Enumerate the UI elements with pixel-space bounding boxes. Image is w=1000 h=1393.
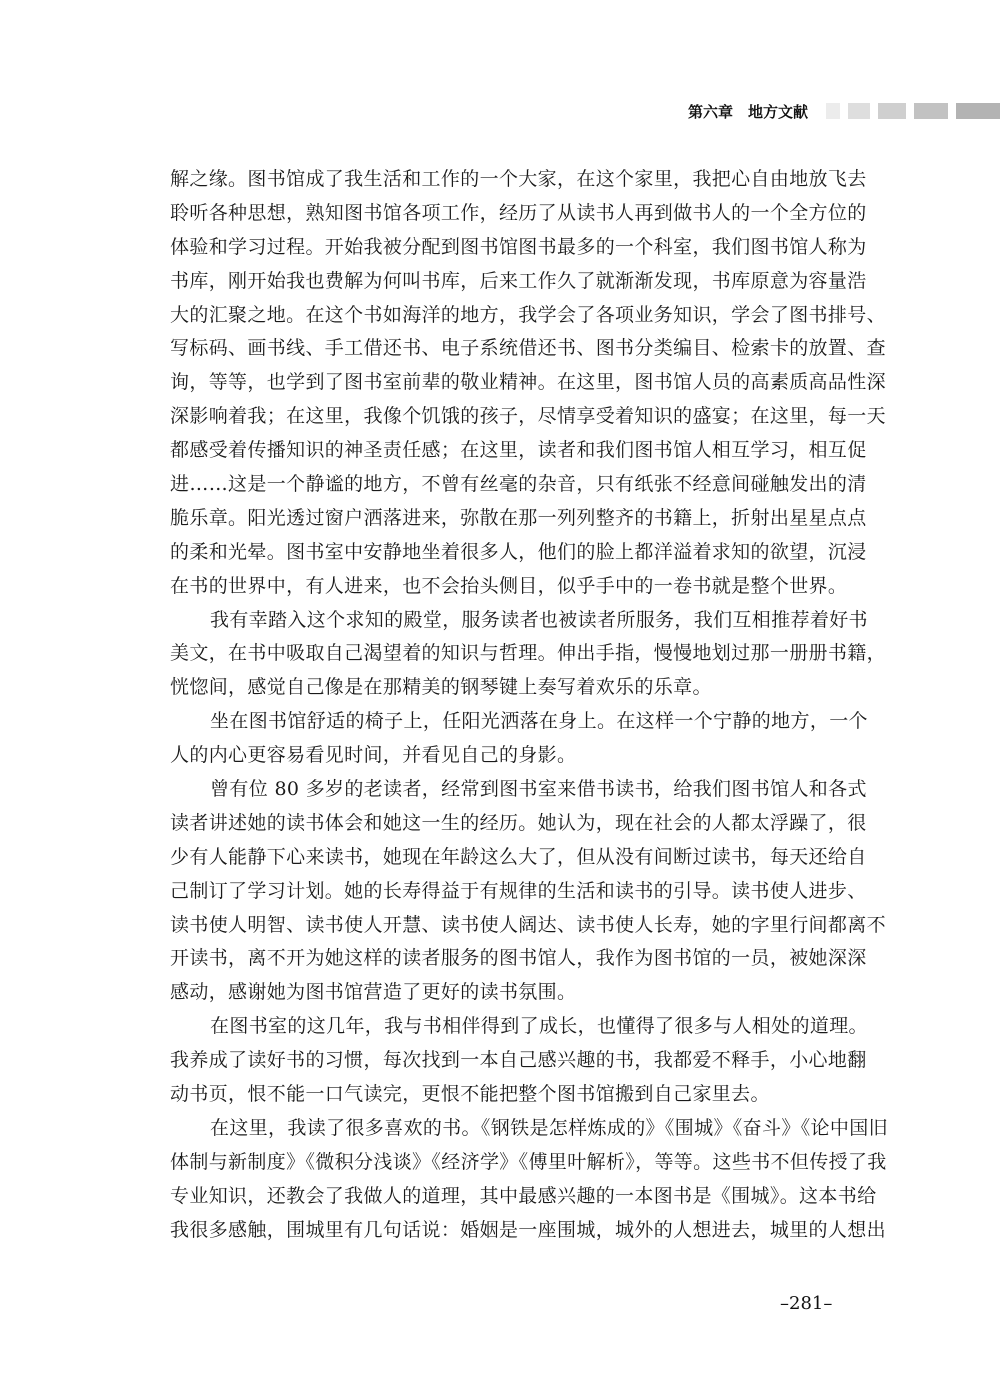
header-bar <box>878 103 906 119</box>
header-bar <box>848 103 870 119</box>
header-decoration-bars <box>818 103 1000 119</box>
text-line: 专业知识，还教会了我做人的道理，其中最感兴趣的一本图书是《围城》。这本书给 <box>170 1184 877 1207</box>
text-line: 询，等等，也学到了图书室前辈的敬业精神。在这里，图书馆人员的高素质高品性深 <box>170 371 886 394</box>
text-line: 写标码、画书线、手工借还书、电子系统借还书、图书分类编目、检索卡的放置、查 <box>170 337 886 360</box>
page-number: –281– <box>780 1293 833 1314</box>
text-line: 体制与新制度》《微积分浅谈》《经济学》《傅里叶解析》，等等。这些书不但传授了我 <box>170 1150 887 1173</box>
text-line: 我很多感触，围城里有几句话说：婚姻是一座围城，城外的人想进去，城里的人想出 <box>170 1218 886 1241</box>
text-line: 开读书，离不开为她这样的读者服务的图书馆人，我作为图书馆的一员，被她深深 <box>170 947 867 970</box>
text-line: 我养成了读好书的习惯，每次找到一本自己感兴趣的书，我都爱不释手，小心地翻 <box>170 1049 867 1072</box>
text-line: 感动，感谢她为图书馆营造了更好的读书氛围。 <box>170 981 577 1004</box>
text-line: 我有幸踏入这个求知的殿堂，服务读者也被读者所服务，我们互相推荐着好书 <box>210 608 868 631</box>
text-line: 在图书室的这几年，我与书相伴得到了成长，也懂得了很多与人相处的道理。 <box>210 1015 868 1038</box>
text-line: 读者讲述她的读书体会和她这一生的经历。她认为，现在社会的人都太浮躁了，很 <box>170 811 867 834</box>
text-line: 进……这是一个静谧的地方，不曾有丝毫的杂音，只有纸张不经意间碰触发出的清 <box>170 473 867 496</box>
text-line: 书库，刚开始我也费解为何叫书库，后来工作久了就渐渐发现，书库原意为容量浩 <box>170 269 867 292</box>
text-line: 少有人能静下心来读书，她现在年龄这么大了，但从没有间断过读书，每天还给自 <box>170 845 867 868</box>
chapter-title: 第六章 地方文献 <box>688 102 809 121</box>
text-line: 体验和学习过程。开始我被分配到图书馆图书最多的一个科室，我们图书馆人称为 <box>170 235 867 258</box>
text-line: 脆乐章。阳光透过窗户洒落进来，弥散在那一列列整齐的书籍上，折射出星星点点 <box>170 506 867 529</box>
header-bar <box>914 103 948 119</box>
text-line: 坐在图书馆舒适的椅子上，任阳光洒落在身上。在这样一个宁静的地方，一个 <box>210 710 868 733</box>
text-line: 大的汇聚之地。在这个书如海洋的地方，我学会了各项业务知识，学会了图书排号、 <box>170 303 886 326</box>
text-line: 己制订了学习计划。她的长寿得益于有规律的生活和读书的引导。读书使人进步、 <box>170 879 867 902</box>
text-line: 解之缘。图书馆成了我生活和工作的一个大家，在这个家里，我把心自由地放飞去 <box>170 168 867 190</box>
running-header <box>688 100 1000 122</box>
text-line: 深影响着我；在这里，我像个饥饿的孩子，尽情享受着知识的盛宴；在这里，每一天 <box>170 405 886 428</box>
text-line: 的柔和光晕。图书室中安静地坐着很多人，他们的脸上都洋溢着求知的欲望，沉浸 <box>170 540 867 563</box>
text-line: 都感受着传播知识的神圣责任感；在这里，读者和我们图书馆人相互学习，相互促 <box>170 439 867 462</box>
text-line: 在这里，我读了很多喜欢的书。《钢铁是怎样炼成的》《围城》《奋斗》《论中国旧 <box>210 1116 888 1139</box>
text-line: 在书的世界中，有人进来，也不会抬头侧目，似乎手中的一卷书就是整个世界。 <box>170 574 848 597</box>
text-line: 曾有位 80 多岁的老读者，经常到图书室来借书读书，给我们图书馆人和各式 <box>210 778 867 801</box>
text-line: 动书页，恨不能一口气读完，更恨不能把整个图书馆搬到自己家里去。 <box>170 1083 770 1106</box>
header-bar <box>826 103 840 119</box>
text-line: 人的内心更容易看见时间，并看见自己的身影。 <box>170 744 577 767</box>
text-line: 美文，在书中吸取自己渴望着的知识与哲理。伸出手指，慢慢地划过那一册册书籍， <box>170 642 886 665</box>
text-line: 恍惚间，感觉自己像是在那精美的钢琴键上奏写着欢乐的乐章。 <box>170 676 712 699</box>
page-body-text <box>170 163 888 1248</box>
header-bar <box>956 103 1000 119</box>
text-line: 聆听各种思想，熟知图书馆各项工作，经历了从读书人再到做书人的一个全方位的 <box>170 201 867 224</box>
text-line: 读书使人明智、读书使人开慧、读书使人阔达、读书使人长寿，她的字里行间都离不 <box>170 913 886 936</box>
